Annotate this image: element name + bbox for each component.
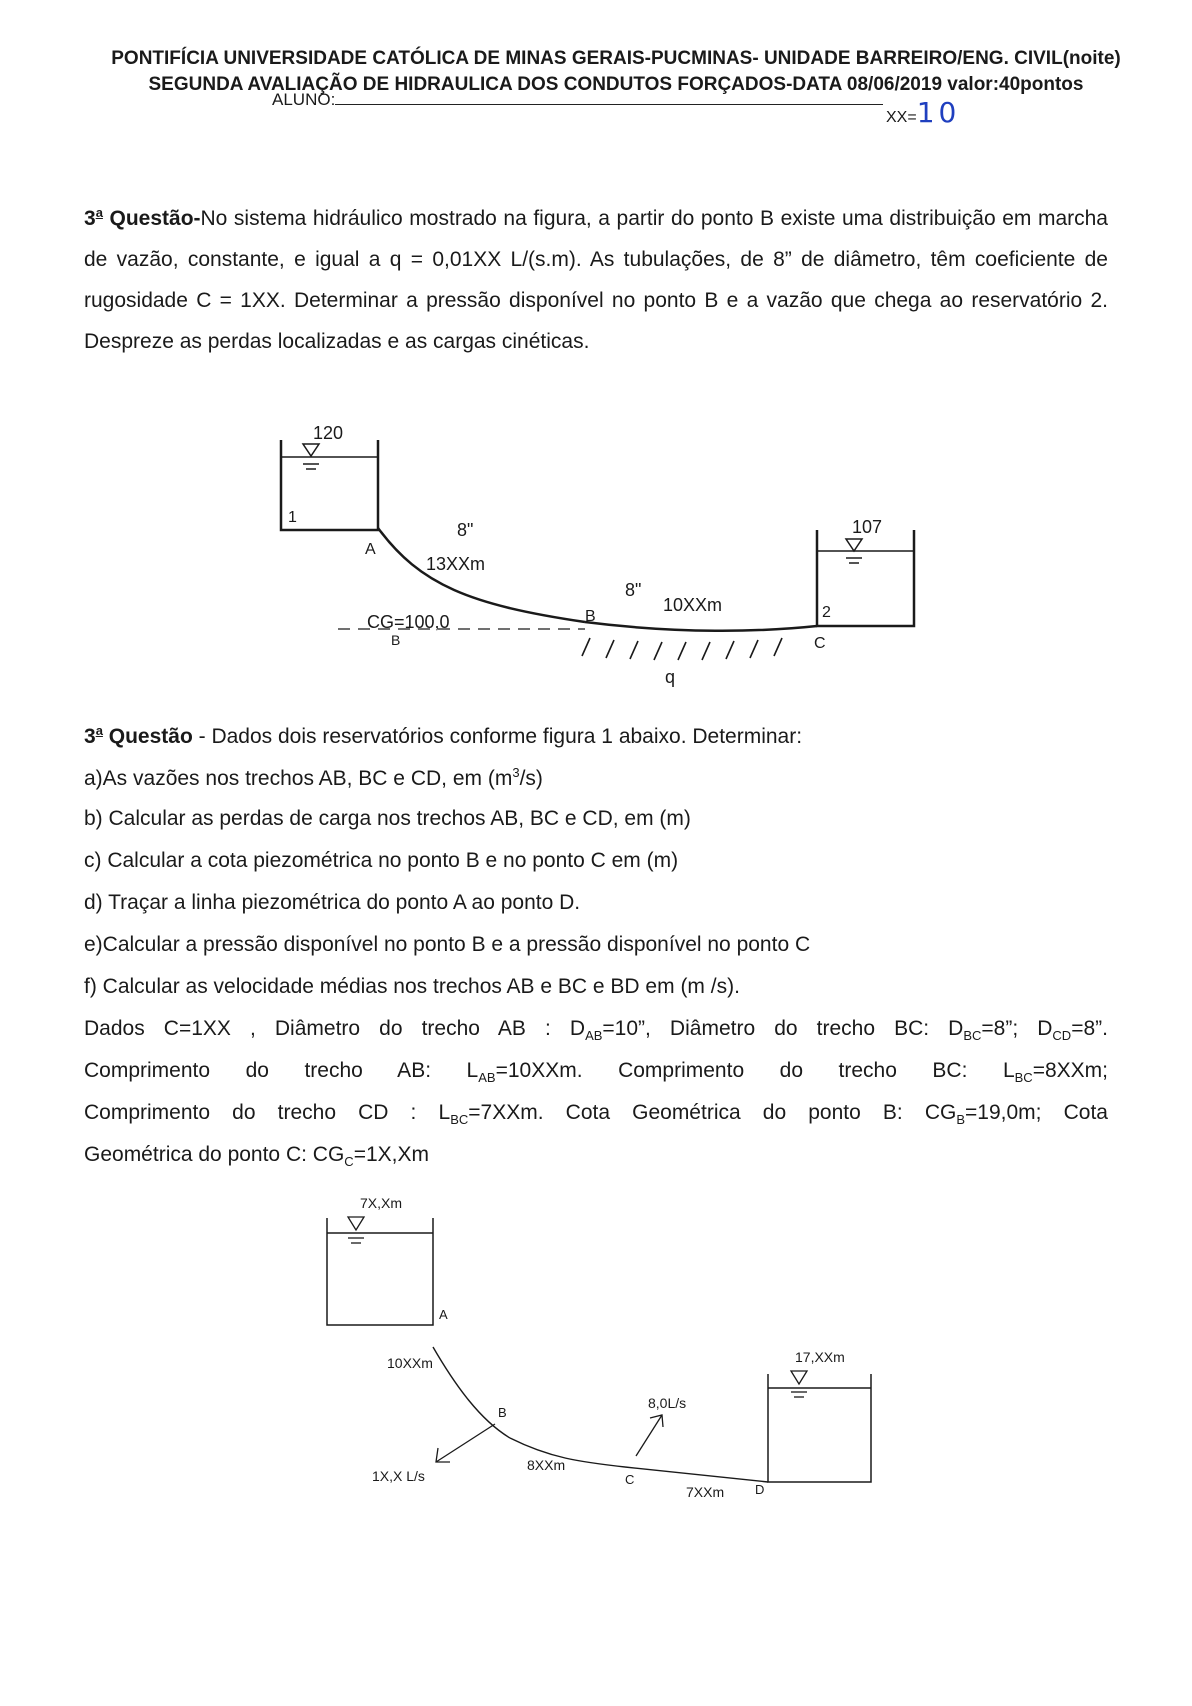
q2-item-d: d) Traçar a linha piezométrica do ponto A ao ponto D. (84, 891, 581, 914)
q1-number: 3$^a$ Questão- (84, 205, 201, 230)
q2-data-line-4: Geométrica do ponto C: $CG_C=1X,Xm$ (84, 1143, 429, 1170)
point-d-label: D (755, 1482, 765, 1497)
aluno-label: ALUNO: (272, 90, 336, 109)
q2-data-line-1: Dados C=1XX , Diâmetro do trecho AB : $D_{AB}=10$”, Diâmetro do trecho BC: $D_{BC}=8$”; $D_{CD}=8$”. (84, 1017, 1108, 1044)
distributed-flow-label: q (665, 667, 676, 687)
water-level-icon (791, 1371, 807, 1397)
q2-data-line-3: Comprimento do trecho CD : $L_{BC}=7XXm$. Cota Geométrica do ponto B: $CG_B=19,0m$; Cota (84, 1101, 1108, 1128)
q2-data-line-2: Comprimento do trecho AB: $L_{AB}=10XXm$. Comprimento do trecho BC: $L_{BC}=8XXm$; (84, 1059, 1108, 1086)
q2-item-e: e)Calcular a pressão disponível no ponto B e a pressão disponível no ponto C (84, 933, 811, 956)
pipe-cd (625, 1467, 768, 1482)
q2-intro-text: - Dados dois reservatórios conforme figura 1 abaixo. Determinar: (192, 725, 803, 748)
reservoir-d (768, 1374, 871, 1482)
diameter-bc: 8" (625, 580, 642, 600)
reservoir-1-level: 120 (313, 423, 344, 443)
xx-handwritten-value: 10 (916, 96, 961, 129)
q2-item-c: c) Calcular a cota piezométrica no ponto B e no ponto C em (m) (84, 849, 679, 872)
length-cd: 7XXm (686, 1484, 725, 1500)
header-institution: PONTIFÍCIA UNIVERSIDADE CATÓLICA DE MINAS GERAIS-PUCMINAS- UNIDADE BARREIRO/ENG. CIVIL(noite) (111, 48, 1121, 69)
cg-subscript: B (391, 632, 401, 648)
outflow-arrow-c (636, 1415, 663, 1456)
point-b-label: B (585, 608, 596, 625)
outflow-arrow-b (436, 1424, 495, 1462)
q2-item-b: b) Calcular as perdas de carga nos trechos AB, BC e CD, em (m) (84, 807, 691, 830)
length-ab: 13XXm (426, 554, 486, 574)
q2-item-f: f) Calcular as velocidade médias nos trechos AB e BC e BD em (m /s). (84, 975, 740, 998)
flow-c-label: 8,0L/s (648, 1395, 687, 1411)
q1-body: No sistema hidráulico mostrado na figura, a partir do ponto B existe uma distribuição em marcha de vazão, constante, e igual a q = 0,01XX L/(s.m). As tubulações, de 8” de diâmetro, têm coeficiente de rugosidade C = 1XX. Determinar a pressão disponível no ponto B e a vazão que chega ao reservatório 2. Despreze as perdas localizadas e as cargas cinéticas. (84, 207, 1108, 353)
point-b-label: B (498, 1405, 507, 1420)
length-bc: 10XXm (663, 595, 723, 615)
reservoir-d-level: 17,XXm (795, 1349, 845, 1365)
reservoir-a-level: 7X,Xm (360, 1195, 403, 1211)
length-ab: 10XXm (387, 1355, 433, 1371)
q2-item-a: a)As vazões nos trechos AB, BC e CD, em $(m^3/s)$ (84, 765, 543, 790)
point-c-label: C (814, 635, 826, 652)
cg-label: CG=100,0 (367, 612, 450, 632)
length-bc: 8XXm (527, 1457, 566, 1473)
flow-b-label: 1X,X L/s (372, 1468, 425, 1484)
reservoir-1-label: 1 (288, 509, 297, 526)
xx-label: XX= (886, 109, 917, 126)
reservoir-2-level: 107 (852, 517, 883, 537)
point-a-label: A (365, 541, 376, 558)
point-a-label: A (439, 1307, 448, 1322)
reservoir-a (327, 1218, 433, 1325)
header-exam-title: SEGUNDA AVALIAÇÃO DE HIDRAULICA DOS CONDUTOS FORÇADOS-DATA 08/06/2019 valor:40pontos (148, 74, 1084, 95)
reservoir-2-label: 2 (822, 604, 831, 621)
water-level-icon (348, 1217, 364, 1243)
point-c-label: C (625, 1472, 635, 1487)
diameter-ab: 8" (457, 520, 474, 540)
q2-number: 3$^a$ Questão (84, 723, 193, 748)
pipe-ab (433, 1347, 510, 1438)
